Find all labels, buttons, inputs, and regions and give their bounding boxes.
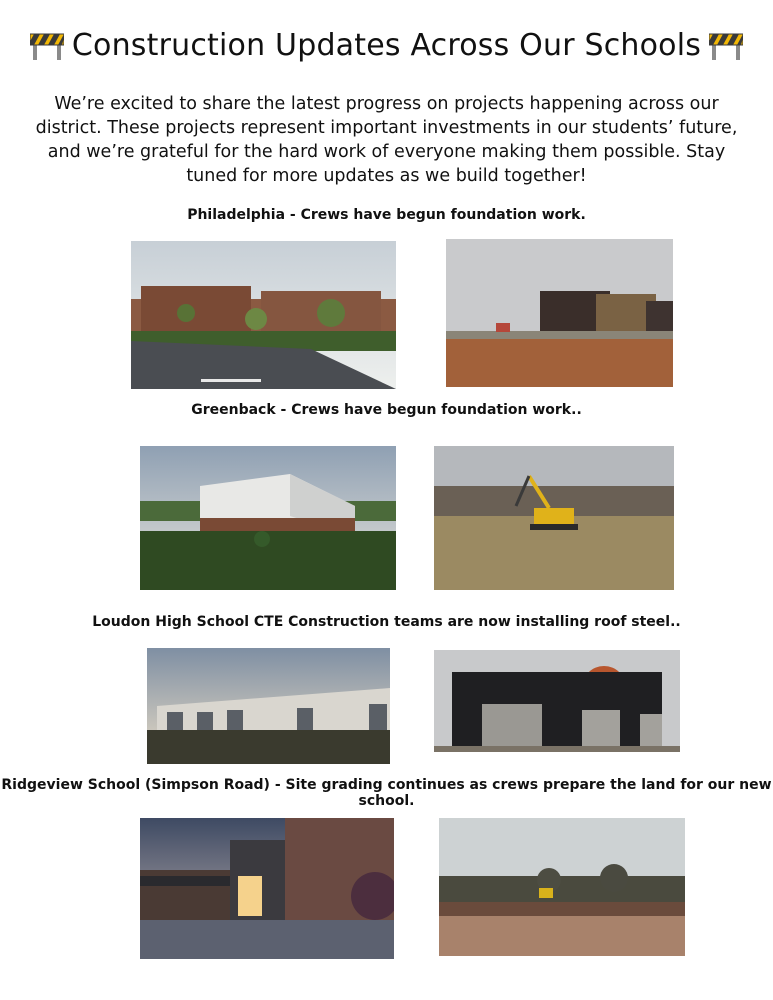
section-caption-loudon: Loudon High School CTE Construction teams are now installing roof steel.. <box>92 614 681 630</box>
construction-barrier-icon <box>709 32 743 60</box>
intro-paragraph: We’re excited to share the latest progress on projects happening across our district. These projects represent important investments in our students’ future, and we’re grateful for the hard work of everyone making them possible. Stay tuned for more updates as we build together! <box>35 94 738 186</box>
ridgeview-site-photo <box>439 818 685 956</box>
greenback-site-photo <box>434 446 674 590</box>
section-caption-ridgeview: Ridgeview School (Simpson Road) - Site grading continues as crews prepare the land for our new school. <box>1 777 772 809</box>
section-caption-greenback: Greenback - Crews have begun foundation work.. <box>191 402 582 418</box>
page-title <box>0 28 773 63</box>
loudon-site-photo <box>434 650 680 752</box>
section-caption-philadelphia: Philadelphia - Crews have begun foundation work. <box>187 207 586 223</box>
construction-barrier-icon <box>30 32 64 60</box>
philadelphia-rendering-photo <box>131 241 396 389</box>
greenback-rendering-photo <box>140 446 396 590</box>
page-title-text: Construction Updates Across Our Schools <box>71 28 702 63</box>
philadelphia-site-photo <box>446 239 673 387</box>
loudon-rendering-photo <box>147 648 390 764</box>
ridgeview-rendering-photo <box>140 818 394 959</box>
